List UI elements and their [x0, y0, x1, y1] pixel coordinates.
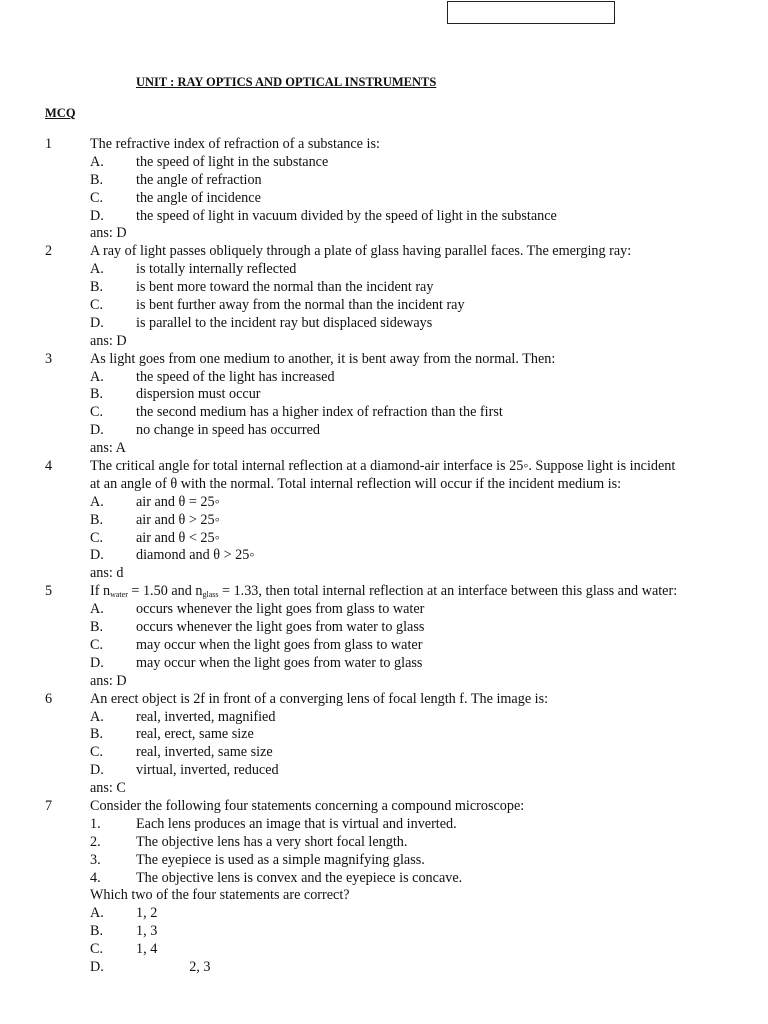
option-row: [0, 619, 768, 637]
option-text: 1, 3: [136, 923, 158, 940]
statement-text: The objective lens has a very short focal length.: [136, 833, 408, 850]
statement-row: [0, 834, 768, 852]
option-row: [0, 905, 768, 923]
option-row: [0, 315, 768, 333]
option-label: B.: [90, 171, 104, 188]
statement-label: 2.: [90, 833, 101, 850]
option-row: [0, 261, 768, 279]
option-row: [0, 726, 768, 744]
option-text: is parallel to the incident ray but displaced sideways: [136, 314, 433, 331]
answer-row: [0, 440, 768, 458]
subscript-water: water: [110, 590, 128, 600]
option-label: B.: [90, 619, 104, 636]
answer-text: ans: D: [90, 672, 127, 689]
option-row: [0, 386, 768, 404]
statement-row: [0, 852, 768, 870]
question-2: [0, 243, 768, 261]
question-7: [0, 798, 768, 816]
option-text: 2, 3: [136, 958, 211, 975]
question-5: [0, 583, 768, 601]
statement-text: Each lens produces an image that is virtual and inverted.: [136, 815, 457, 832]
option-text: the angle of incidence: [136, 189, 261, 206]
option-text: may occur when the light goes from water to glass: [136, 654, 423, 671]
option-label: A.: [90, 261, 104, 278]
option-label: A.: [90, 601, 104, 618]
question-number: 6: [45, 690, 53, 707]
question-text: [90, 583, 677, 601]
question-number: 1: [45, 136, 53, 152]
option-row: [0, 762, 768, 780]
option-label: C.: [90, 529, 104, 546]
option-text: real, erect, same size: [136, 726, 254, 743]
statement-text: The eyepiece is used as a simple magnifying glass.: [136, 851, 425, 868]
option-text: is totally internally reflected: [136, 261, 297, 278]
option-text: the speed of the light has increased: [136, 368, 335, 385]
option-text: diamond and θ > 25◦: [136, 547, 255, 564]
option-text: air and θ > 25◦: [136, 511, 220, 528]
question-number: 3: [45, 350, 53, 367]
option-label: D.: [90, 654, 104, 671]
option-row: [0, 709, 768, 727]
option-text: 1, 2: [136, 905, 158, 922]
option-row: [0, 923, 768, 941]
option-row: [0, 297, 768, 315]
option-label: C.: [90, 744, 104, 761]
question-text: The critical angle for total internal reflection at a diamond-air interface is 25◦. Suppose light is incident: [90, 458, 676, 475]
question-number: 2: [45, 243, 53, 260]
option-label: D.: [90, 958, 104, 975]
option-label: B.: [90, 511, 104, 528]
option-row: [0, 637, 768, 655]
question-text: The refractive index of refraction of a substance is:: [90, 136, 380, 152]
option-label: D.: [90, 422, 104, 439]
answer-text: ans: C: [90, 780, 126, 797]
question-3: [0, 351, 768, 369]
question-4: [0, 458, 768, 476]
question-text: Consider the following four statements concerning a compound microscope:: [90, 797, 525, 814]
option-row: [0, 190, 768, 208]
answer-text: ans: D: [90, 332, 127, 349]
option-text: air and θ = 25◦: [136, 493, 220, 510]
option-label: D.: [90, 762, 104, 779]
header-blank-box: [447, 1, 615, 24]
option-label: B.: [90, 386, 104, 403]
option-label: A.: [90, 905, 104, 922]
question-text-part: = 1.33, then total internal reflection at an interface between this glass and water:: [218, 583, 678, 600]
statement-row: [0, 816, 768, 834]
option-label: A.: [90, 368, 104, 385]
option-label: D.: [90, 314, 104, 331]
option-text: is bent more toward the normal than the incident ray: [136, 279, 434, 296]
option-text: dispersion must occur: [136, 386, 261, 403]
section-label: MCQ: [45, 106, 76, 120]
question-list: [0, 136, 768, 977]
followup-row: [0, 887, 768, 905]
option-row: [0, 172, 768, 190]
option-text: the speed of light in the substance: [136, 153, 329, 170]
option-row: [0, 404, 768, 422]
option-label: C.: [90, 297, 104, 314]
option-text: the angle of refraction: [136, 171, 262, 188]
option-text: air and θ < 25◦: [136, 529, 220, 546]
option-label: A.: [90, 493, 104, 510]
option-row: [0, 279, 768, 297]
followup-question: Which two of the four statements are correct?: [90, 887, 350, 904]
subscript-glass: glass: [202, 590, 219, 600]
option-label: C.: [90, 189, 104, 206]
option-text: the speed of light in vacuum divided by the speed of light in the substance: [136, 207, 557, 224]
option-row: [0, 512, 768, 530]
option-label: A.: [90, 153, 104, 170]
question-number: 7: [45, 797, 53, 814]
option-row: [0, 744, 768, 762]
option-label: C.: [90, 941, 104, 958]
option-text: occurs whenever the light goes from glass to water: [136, 601, 425, 618]
option-text: is bent further away from the normal than the incident ray: [136, 297, 465, 314]
answer-text: ans: A: [90, 440, 126, 457]
option-text: may occur when the light goes from glass to water: [136, 636, 423, 653]
option-label: C.: [90, 636, 104, 653]
option-row: [0, 208, 768, 226]
option-text: real, inverted, same size: [136, 744, 273, 761]
option-text: real, inverted, magnified: [136, 708, 276, 725]
option-label: D.: [90, 207, 104, 224]
statement-label: 1.: [90, 815, 101, 832]
question-number: 4: [45, 458, 53, 475]
option-label: B.: [90, 726, 104, 743]
option-row: [0, 530, 768, 548]
question-text-part: If n: [90, 583, 111, 600]
option-label: B.: [90, 279, 104, 296]
question-6: [0, 691, 768, 709]
option-text: virtual, inverted, reduced: [136, 762, 279, 779]
option-row: [0, 547, 768, 565]
answer-row: [0, 565, 768, 583]
statement-text: The objective lens is convex and the eyepiece is concave.: [136, 869, 463, 886]
option-label: B.: [90, 923, 104, 940]
option-text: occurs whenever the light goes from water to glass: [136, 619, 425, 636]
option-row: [0, 422, 768, 440]
option-text: no change in speed has occurred: [136, 422, 320, 439]
option-row: [0, 655, 768, 673]
question-text: at an angle of θ with the normal. Total internal reflection will occur if the incident medium is:: [90, 475, 622, 492]
answer-row: [0, 673, 768, 691]
question-text-continued: [0, 476, 768, 494]
question-number: 5: [45, 583, 53, 600]
option-label: C.: [90, 404, 104, 421]
question-text: An erect object is 2f in front of a converging lens of focal length f. The image is:: [90, 690, 549, 707]
answer-row: [0, 780, 768, 798]
option-text: the second medium has a higher index of refraction than the first: [136, 404, 503, 421]
answer-row: [0, 333, 768, 351]
question-text-part: = 1.50 and n: [127, 583, 203, 600]
option-label: D.: [90, 547, 104, 564]
question-text: As light goes from one medium to another, it is bent away from the normal. Then:: [90, 350, 556, 367]
answer-row: [0, 225, 768, 243]
option-label: A.: [90, 708, 104, 725]
answer-text: ans: d: [90, 565, 124, 582]
question-text: A ray of light passes obliquely through a plate of glass having parallel faces. The emerging ray:: [90, 243, 632, 260]
option-row: [0, 941, 768, 959]
question-1: [0, 136, 768, 154]
statement-label: 3.: [90, 851, 101, 868]
option-row: [0, 369, 768, 387]
option-row: [0, 959, 768, 977]
option-row: [0, 494, 768, 512]
unit-title: UNIT : RAY OPTICS AND OPTICAL INSTRUMENTS: [136, 75, 437, 89]
statement-row: [0, 870, 768, 888]
option-text: 1, 4: [136, 941, 158, 958]
option-row: [0, 154, 768, 172]
answer-text: ans: D: [90, 225, 127, 242]
statement-label: 4.: [90, 869, 101, 886]
option-row: [0, 601, 768, 619]
